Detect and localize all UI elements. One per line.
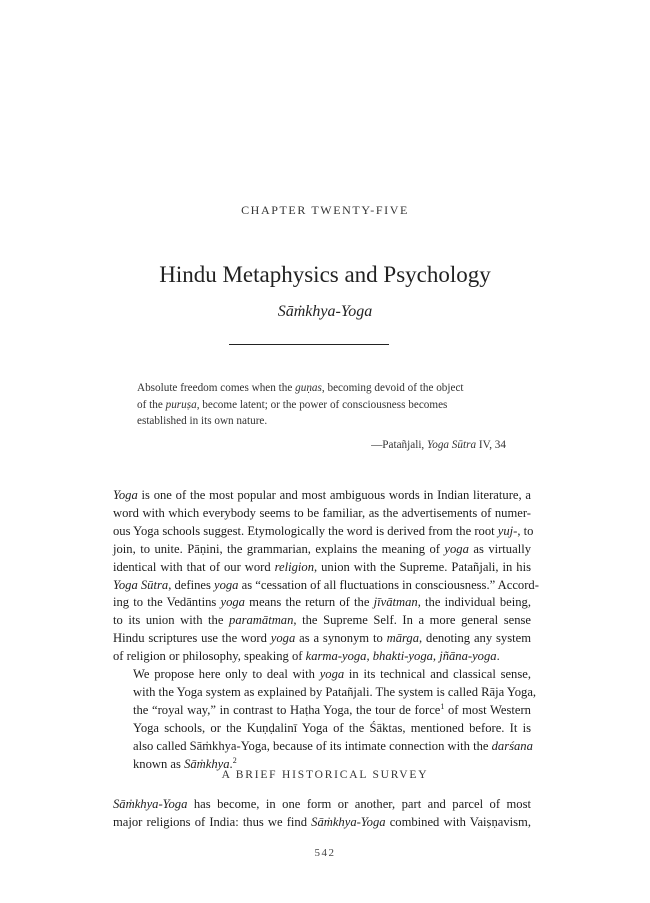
text-run: of most Western <box>444 702 531 717</box>
text-run: is one of the most popular and most ambiguous words in Indian literature, a <box>137 488 531 502</box>
text-run: —Patañjali, <box>371 439 428 451</box>
text-run: Hindu scriptures use the word <box>113 631 271 646</box>
chapter-title: Hindu Metaphysics and Psychology <box>159 262 491 287</box>
italic-run: jīvātman <box>373 595 418 610</box>
text-line <box>113 630 531 648</box>
paragraph-1 <box>113 487 539 666</box>
text-run: as virtually <box>468 541 531 556</box>
text-run: known as <box>133 756 185 771</box>
body-text <box>113 487 539 774</box>
text-run: also called Sāṁkhya-Yoga, because of its intimate connection with the <box>133 738 492 753</box>
title-rule <box>229 344 389 345</box>
text-run: with the Yoga system as explained by Patañjali. The system is called Rāja Yoga, <box>133 684 537 699</box>
text-line <box>113 541 531 559</box>
text-run: ous Yoga schools suggest. Etymologically the word is derived from the root <box>113 523 498 538</box>
text-run: , the Supreme Self. In a more general sense <box>293 613 531 628</box>
text-run: established in its own nature. <box>137 415 268 427</box>
text-run: IV, 34 <box>476 439 506 451</box>
text-line <box>137 397 509 414</box>
text-line <box>113 720 531 738</box>
text-line <box>113 594 531 612</box>
text-line <box>137 413 509 430</box>
italic-run: yoga <box>444 541 469 556</box>
text-run: , denoting any system <box>419 631 531 646</box>
italic-run: yoga <box>270 631 296 646</box>
text-line <box>113 487 531 505</box>
text-run: , the individual being, <box>417 595 532 610</box>
text-line <box>137 380 509 397</box>
italic-run: paramātman <box>229 613 294 628</box>
chapter-subtitle: Sāṁkhya-Yoga <box>277 303 373 320</box>
text-line <box>113 814 531 832</box>
text-line <box>113 505 531 523</box>
epigraph-attribution <box>137 439 506 451</box>
text-run: We propose here only to deal with <box>133 667 320 682</box>
text-line <box>113 666 531 684</box>
text-run: means the return of the <box>244 595 374 610</box>
text-line <box>113 738 531 756</box>
italic-run: religion <box>274 559 315 574</box>
text-run: major religions of India: thus we find <box>113 814 312 829</box>
italic-run: darśana <box>491 738 533 753</box>
text-run: the “royal way,” in contrast to Haṭha Yoga, the tour de force <box>133 702 441 717</box>
paragraph-2 <box>113 666 537 773</box>
text-run: Yoga schools, or the Kuṇḍalinī Yoga of the Śāktas, mentioned before. It is <box>133 720 531 735</box>
text-run: to its union with the <box>113 613 230 628</box>
body-text-continued <box>113 796 531 832</box>
text-run: ing to the Vedāntins <box>113 595 221 610</box>
text-run: , becoming devoid of the object <box>321 382 464 394</box>
text-run: as a synonym to <box>295 631 387 646</box>
text-run: . <box>229 756 233 771</box>
italic-run: yoga <box>319 667 345 682</box>
text-run: , union with the Supreme. Patañjali, in his <box>314 559 531 574</box>
italic-run: Sāṁkhya <box>184 756 230 771</box>
italic-run: yoga <box>220 595 245 610</box>
text-line <box>113 612 531 630</box>
italic-run: yoga <box>214 577 239 592</box>
italic-run: puruṣa <box>165 398 197 411</box>
text-run: Absolute freedom comes when the <box>137 382 296 394</box>
text-line <box>113 523 534 541</box>
text-line <box>113 577 539 595</box>
text-run: as “cessation of all fluctuations in consciousness.” Accord- <box>238 577 539 592</box>
italic-run: guṇas <box>295 382 322 394</box>
text-run: in its technical and classical sense, <box>344 667 531 682</box>
text-run: of religion or philosophy, speaking of <box>113 649 306 664</box>
page-number: 542 <box>314 847 336 859</box>
text-run: of the <box>137 398 166 411</box>
italic-run: Yoga Sūtra <box>113 577 169 592</box>
text-line <box>113 702 531 720</box>
text-run: . <box>496 649 500 664</box>
italic-run: Yoga <box>113 488 138 502</box>
text-run: , to <box>517 523 534 538</box>
italic-run: Yoga Sūtra <box>427 439 477 451</box>
chapter-label: CHAPTER TWENTY-FIVE <box>241 203 409 217</box>
text-run: word with which everybody seems to be familiar, as the advertisements of numer- <box>113 505 531 520</box>
italic-run: mārga <box>386 631 420 646</box>
text-run: combined with Vaiṣṇavism, <box>385 814 531 829</box>
text-line <box>113 648 531 666</box>
epigraph <box>137 380 509 430</box>
text-run: has become, in one form or another, part and parcel of most <box>187 797 531 811</box>
italic-run: karma-yoga, bhakti-yoga, jñāna-yoga <box>305 649 497 664</box>
text-run: identical with that of our word <box>113 559 275 574</box>
footnote-marker: 1 <box>440 701 445 711</box>
paragraph-3 <box>113 796 531 832</box>
italic-run: Sāṁkhya-Yoga <box>113 797 188 811</box>
text-run: join, to unite. Pāṇini, the grammarian, explains the meaning of <box>113 541 445 556</box>
text-run: , become latent; or the power of consciousness becomes <box>196 398 448 411</box>
section-heading: A BRIEF HISTORICAL SURVEY <box>221 769 429 781</box>
epigraph-quote <box>137 380 509 430</box>
italic-run: yuj- <box>497 523 518 538</box>
text-line <box>113 559 531 577</box>
footnote-marker: 2 <box>232 755 237 765</box>
text-line <box>113 796 531 814</box>
text-line <box>113 684 537 702</box>
italic-run: Sāṁkhya-Yoga <box>311 814 386 829</box>
text-run: , defines <box>168 577 214 592</box>
